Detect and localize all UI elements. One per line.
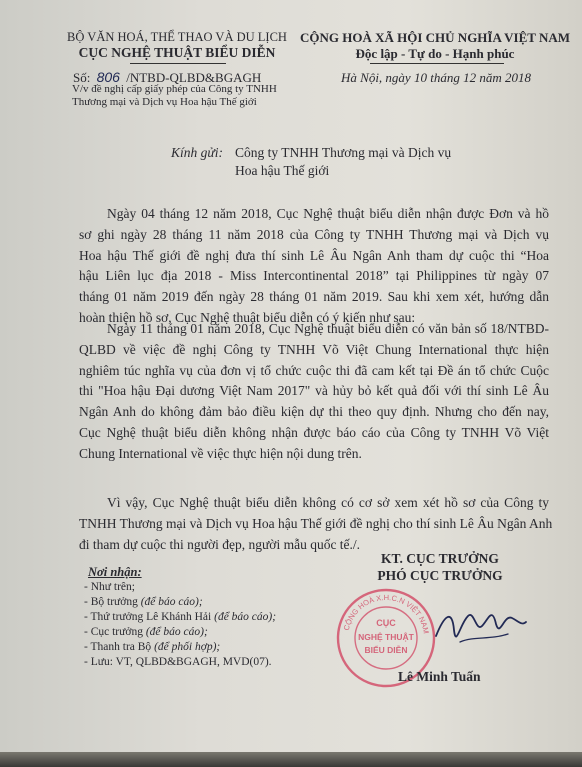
paragraph-line: Vì vậy, Cục Nghệ thuật biểu diễn không có cơ sở xem xét hồ sơ của Công ty bbox=[107, 495, 549, 510]
paragraph-line: Ngày 11 tháng 01 năm 2018, Cục Nghệ thuật biểu diễn có văn bản số 18/NTBD- bbox=[107, 321, 549, 336]
doc-no-prefix: Số: bbox=[73, 70, 91, 85]
recipient-text: - Như trên; bbox=[84, 581, 135, 593]
handwritten-signature bbox=[430, 596, 530, 666]
paragraph-line: Cục Nghệ thuật biểu diễn không nhận được báo cáo của Công ty TNHH Võ Việt bbox=[79, 424, 549, 440]
signer-name: Lê Minh Tuấn bbox=[398, 669, 481, 684]
recipient-text: - Thanh tra Bộ bbox=[84, 641, 155, 653]
motto-underline bbox=[370, 63, 504, 64]
recipient-item bbox=[84, 656, 272, 668]
paragraph-line: QLBD về việc đề nghị Công ty TNHH Võ Việt Chung International thực hiện bbox=[79, 341, 549, 357]
paragraph-line: thi "Hoa hậu Đại dương Việt Nam 2017" và hủy bỏ kết quả đối với thí sinh Lê Âu bbox=[79, 383, 549, 399]
recipient-text: - Bộ trưởng bbox=[84, 596, 141, 608]
recipient-text: - Cục trưởng bbox=[84, 626, 146, 638]
department-name: CỤC NGHỆ THUẬT BIỂU DIỄN bbox=[78, 45, 276, 60]
recipient-item bbox=[84, 611, 276, 623]
paragraph-line: Ngày 04 tháng 12 năm 2018, Cục Nghệ thuật biểu diễn nhận được Đơn và hồ bbox=[107, 206, 549, 221]
recipient-item bbox=[84, 596, 203, 608]
body-paragraph-3 bbox=[79, 493, 553, 555]
doc-no-handwritten: 806 bbox=[96, 69, 120, 85]
place-date: Hà Nội, ngày 10 tháng 12 năm 2018 bbox=[341, 70, 531, 85]
recipients-title: Nơi nhận: bbox=[88, 565, 142, 579]
recipient-text: - Thứ trưởng Lê Khánh Hải bbox=[84, 611, 215, 623]
paragraph-line: sơ ghi ngày 28 tháng 11 năm 2018 của Công ty TNHH Thương mại và Dịch vụ bbox=[79, 226, 549, 242]
department-underline bbox=[130, 63, 226, 64]
body-paragraph-1 bbox=[79, 204, 549, 329]
stamp-center-3: BIỂU DIỄN bbox=[364, 645, 408, 655]
body-paragraph-2 bbox=[79, 319, 549, 465]
greeting-recipient-line2: Hoa hậu Thế giới bbox=[235, 163, 330, 178]
paragraph-line: tháng 01 năm 2019 đến ngày 28 tháng 01 năm 2019. Sau khi xem xét, hướng dẫn bbox=[79, 289, 549, 305]
subject-line-1: V/v đề nghị cấp giấy phép của Công ty TNHH bbox=[72, 83, 277, 95]
stamp-ring-text bbox=[342, 593, 431, 634]
ministry-name: BỘ VĂN HOÁ, THỂ THAO VÀ DU LỊCH bbox=[67, 30, 287, 44]
page-edge-shadow bbox=[0, 752, 582, 767]
stamp-center-1: CỤC bbox=[376, 618, 396, 628]
recipient-note: (để báo cáo); bbox=[214, 611, 277, 623]
doc-no-suffix: /NTBD-QLBD&BGAGH bbox=[126, 70, 262, 85]
subject-line-2: Thương mại và Dịch vụ Hoa hậu Thế giới bbox=[72, 96, 257, 108]
signature-title-2: PHÓ CỤC TRƯỞNG bbox=[377, 568, 503, 583]
paragraph-line: đi tham dự cuộc thi người đẹp, người mẫu quốc tế./. bbox=[79, 536, 361, 552]
recipient-item bbox=[84, 626, 208, 638]
greeting-label: Kính gửi: bbox=[171, 145, 223, 160]
stamp-ring-path: CỘNG HOÀ X.H.C.N VIỆT NAM bbox=[341, 592, 431, 635]
recipient-item bbox=[84, 581, 135, 593]
paragraph-line: TNHH Thương mại và Dịch vụ Hoa hậu Thế giới đề nghị cho thí sinh Lê Âu Ngân Anh bbox=[79, 515, 553, 531]
signature-title-1: KT. CỤC TRƯỞNG bbox=[381, 551, 499, 566]
stamp-center-2: NGHỆ THUẬT bbox=[358, 632, 414, 642]
paragraph-line: hậu Liên lục địa 2018 - Miss Intercontinental 2018” tại Philippines từ ngày 07 bbox=[79, 268, 549, 284]
greeting-recipient-line1: Công ty TNHH Thương mại và Dịch vụ bbox=[235, 145, 452, 160]
recipient-item bbox=[84, 641, 220, 653]
recipient-note: (để phối hợp); bbox=[154, 641, 221, 653]
paragraph-line: hoàn thiện hồ sơ, Cục Nghệ thuật biểu diễn có ý kiến như sau: bbox=[79, 309, 416, 325]
national-motto: Độc lập - Tự do - Hạnh phúc bbox=[355, 46, 515, 61]
recipient-text: - Lưu: VT, QLBD&BGAGH, MVD(07). bbox=[84, 656, 272, 668]
recipient-note: (để báo cáo); bbox=[145, 626, 208, 638]
national-title: CỘNG HOÀ XÃ HỘI CHỦ NGHĨA VIỆT NAM bbox=[300, 30, 571, 45]
paragraph-line: Hoa hậu Thế giới đề nghị đưa thí sinh Lê Âu Ngân Anh tham dự cuộc thi “Hoa bbox=[79, 247, 549, 263]
paragraph-line: nghiêm túc nghĩa vụ của đơn vị tổ chức cuộc thi đã cam kết tại Đề án tổ chức Cuộc bbox=[79, 362, 549, 378]
paragraph-line: Ngân Anh do không đảm bảo điều kiện dự thi theo quy định. Nhưng cho đến nay, bbox=[79, 404, 549, 420]
paragraph-line: Chung International về việc thực hiện nội dung trên. bbox=[79, 445, 362, 461]
recipient-note: (để báo cáo); bbox=[140, 596, 203, 608]
